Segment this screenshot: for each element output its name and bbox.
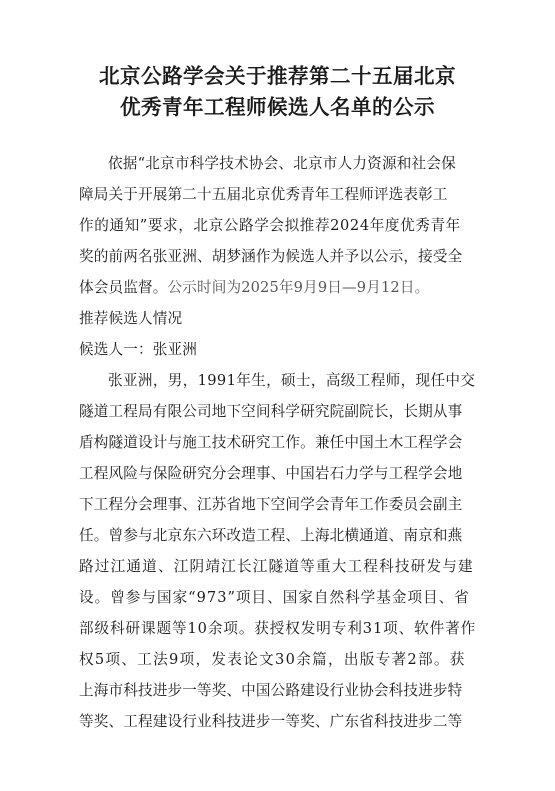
- candidate-heading: 候选人一：张亚洲: [79, 341, 197, 358]
- bio-line-10: 权5项、工法9项，发表论文30余篇，出版专著2部。获: [79, 651, 466, 668]
- bio-line-3: 盾构隧道设计与施工技术研究工作。兼任中国土木工程学会: [79, 434, 463, 451]
- bio-line-9: 部级科研课题等10余项。获授权发明专利31项、软件著作: [79, 620, 477, 637]
- document-title-line-2: 优秀青年工程师候选人名单的公示: [120, 95, 435, 119]
- bio-line-12: 等奖、工程建设行业科技进步一等奖、广东省科技进步二等: [79, 713, 463, 730]
- intro-line-3: 作的通知”要求，北京公路学会拟推荐2024年度优秀青年: [79, 217, 461, 234]
- intro-closing-text: 体会员监督。: [79, 279, 168, 296]
- intro-line-4: 奖的前两名张亚洲、胡梦涵作为候选人并予以公示，接受全: [79, 248, 463, 265]
- bio-line-1: 张亚洲，男，1991年生，硕士，高级工程师，现任中交: [108, 372, 476, 389]
- intro-line-2: 障局关于开展第二十五届北京优秀青年工程师评选表彰工: [79, 186, 448, 203]
- bio-line-2: 隧道工程局有限公司地下空间科学研究院副院长，长期从事: [79, 403, 463, 420]
- bio-line-6: 任。曾参与北京东六环改造工程、上海北横通道、南京和燕: [79, 527, 463, 544]
- intro-line-5: [79, 276, 429, 297]
- intro-line-1: 依据“北京市科学技术协会、北京市人力资源和社会保: [108, 155, 456, 172]
- document-title-line-1: 北京公路学会关于推荐第二十五届北京: [99, 64, 456, 88]
- bio-line-7: 路过江通道、江阴靖江长江隧道等重大工程科技研发与建: [79, 558, 474, 575]
- bio-line-11: 上海市科技进步一等奖、中国公路建设行业协会科技进步特: [79, 682, 463, 699]
- section-heading: 推荐候选人情况: [79, 310, 183, 327]
- bio-line-8: 设。曾参与国家“973”项目、国家自然科学基金项目、省: [79, 589, 470, 606]
- bio-line-5: 下工程分会理事、江苏省地下空间学会青年工作委员会副主: [79, 496, 463, 513]
- bio-line-4: 工程风险与保险研究分会理事、中国岩石力学与工程学会地: [79, 465, 463, 482]
- notice-period-text: 公示时间为2025年9月9日—9月12日。: [167, 279, 430, 296]
